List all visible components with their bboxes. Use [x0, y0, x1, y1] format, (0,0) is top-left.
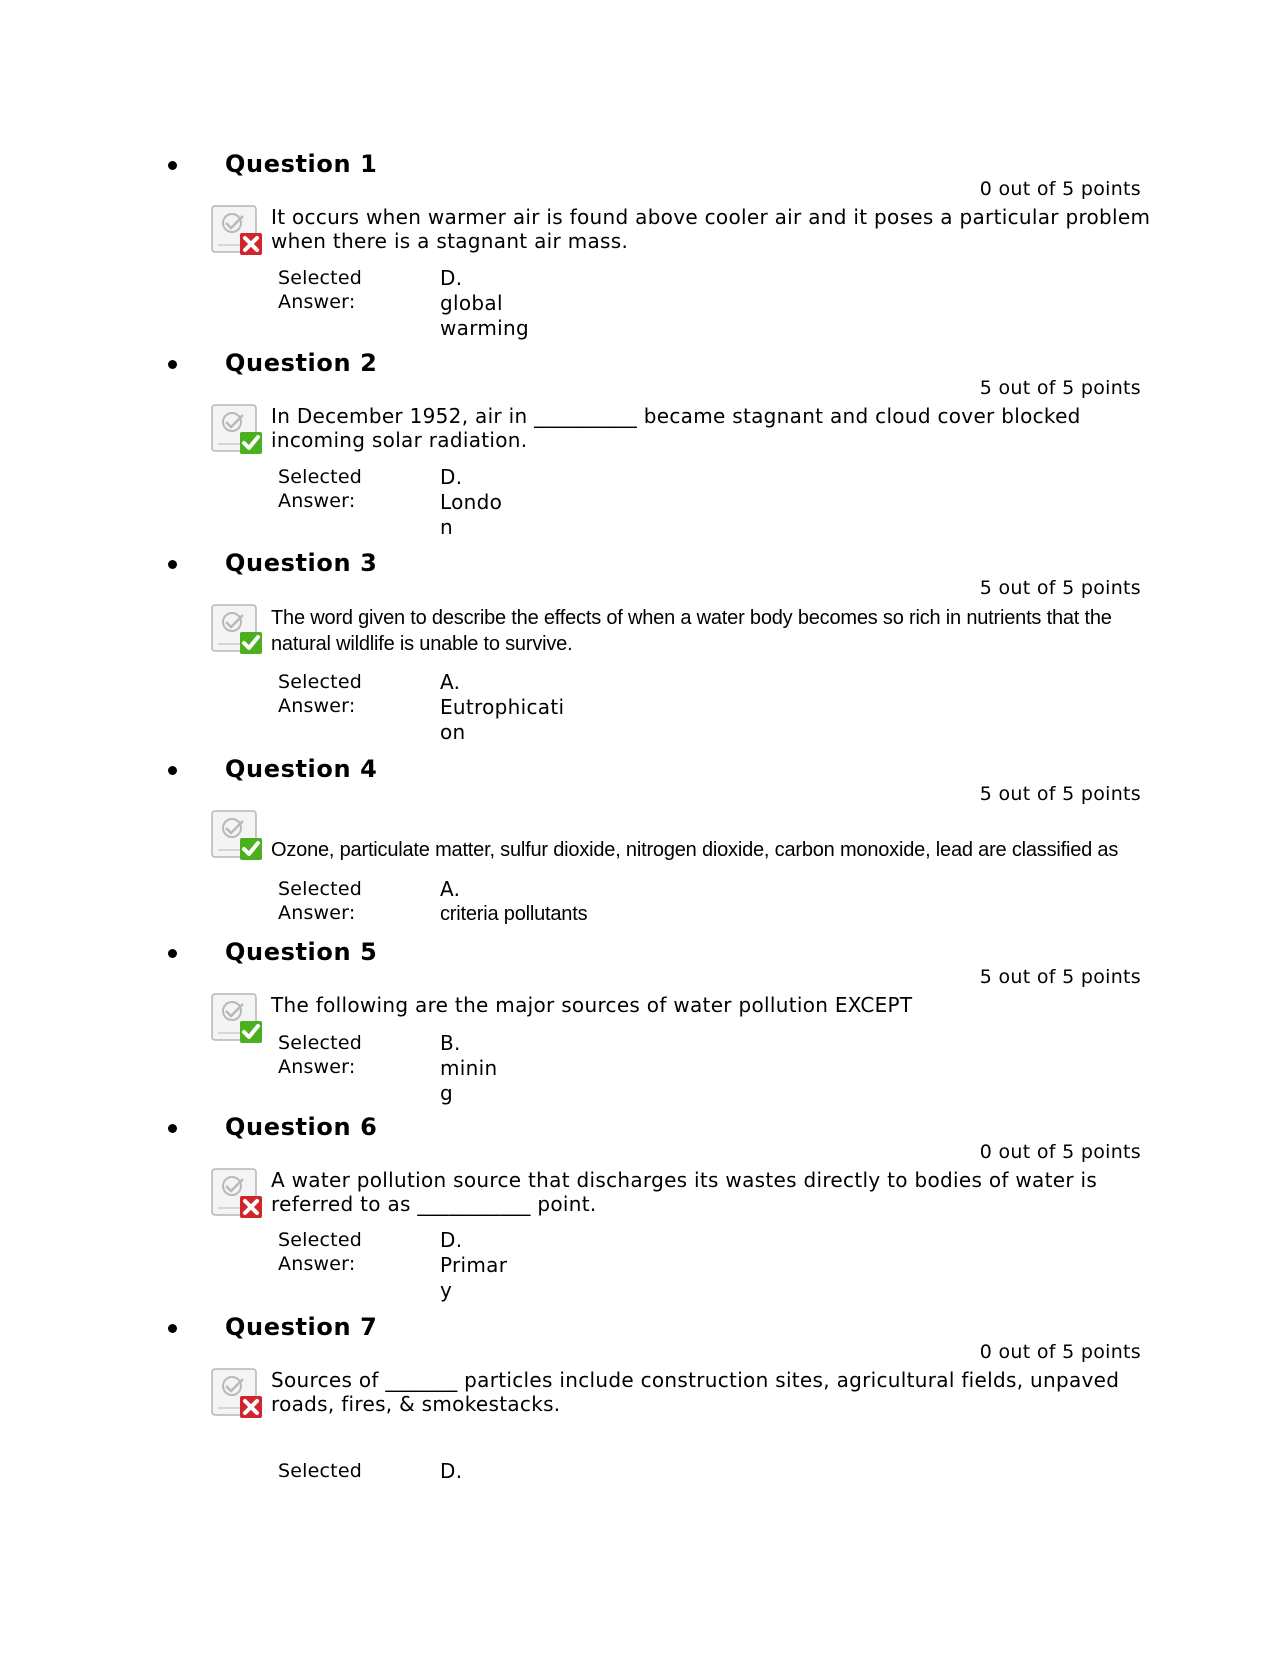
- question-points: 5 out of 5 points: [979, 577, 1141, 599]
- selected-answer-value: [440, 1459, 572, 1484]
- answer-text: London: [440, 490, 503, 539]
- selected-answer-label: Selected Answer:: [278, 267, 362, 313]
- correct-check-icon: [210, 602, 266, 658]
- selected-answer-value: [440, 1228, 510, 1303]
- answer-text: mining: [440, 1056, 498, 1105]
- incorrect-x-icon: [210, 1366, 266, 1422]
- selected-answer-value: [440, 670, 568, 745]
- question-text: In December 1952, air in __________ became stagnant and cloud cover blocked incoming solar radiation.: [271, 404, 1081, 452]
- answer-letter: D.: [440, 1459, 463, 1483]
- question-points: 0 out of 5 points: [979, 1141, 1141, 1163]
- answer-letter: A.: [440, 877, 461, 901]
- bullet: [168, 1124, 177, 1133]
- answer-letter: D.: [440, 266, 463, 290]
- question-title: Question 7: [225, 1313, 378, 1341]
- question-title: Question 4: [225, 755, 378, 783]
- selected-answer-value: [440, 1031, 502, 1106]
- question-points: 0 out of 5 points: [979, 178, 1141, 200]
- question-text: A water pollution source that discharges its wastes directly to bodies of water is referred to as ___________ point.: [271, 1168, 1098, 1216]
- answer-text: Primary: [440, 1253, 508, 1302]
- correct-check-icon: [210, 808, 266, 864]
- bullet: [168, 360, 177, 369]
- correct-check-icon: [210, 402, 266, 458]
- question-title: Question 2: [225, 349, 378, 377]
- question-title: Question 1: [225, 150, 378, 178]
- answer-letter: B.: [440, 1031, 461, 1055]
- question-points: 5 out of 5 points: [979, 783, 1141, 805]
- selected-answer-label: Selected Answer:: [278, 466, 362, 512]
- answer-letter: D.: [440, 465, 463, 489]
- selected-answer-label: Selected Answer:: [278, 1229, 362, 1275]
- question-points: 5 out of 5 points: [979, 966, 1141, 988]
- answer-text: criteria pollutants: [440, 903, 588, 925]
- selected-answer-label: Selected Answer:: [278, 1032, 362, 1078]
- bullet: [168, 766, 177, 775]
- selected-answer-label: Selected: [278, 1460, 362, 1482]
- bullet: [168, 949, 177, 958]
- answer-text: global warming: [440, 291, 529, 340]
- answer-text: Eutrophication: [440, 695, 565, 744]
- correct-check-icon: [210, 991, 266, 1047]
- selected-answer-label: Selected Answer:: [278, 878, 362, 924]
- question-text: The word given to describe the effects of when a water body becomes so rich in nutrients that the natural wildlife is unable to survive.: [271, 607, 1112, 655]
- incorrect-x-icon: [210, 203, 266, 259]
- question-text: Sources of _______ particles include construction sites, agricultural fields, unpaved roads, fires, & smokestacks.: [271, 1368, 1120, 1416]
- question-title: Question 6: [225, 1113, 378, 1141]
- question-text: It occurs when warmer air is found above cooler air and it poses a particular problem when there is a stagnant air mass.: [271, 205, 1151, 253]
- question-text: The following are the major sources of water pollution EXCEPT: [271, 993, 913, 1017]
- question-points: 0 out of 5 points: [979, 1341, 1141, 1363]
- question-title: Question 5: [225, 938, 378, 966]
- incorrect-x-icon: [210, 1166, 266, 1222]
- selected-answer-value: [440, 877, 660, 927]
- question-title: Question 3: [225, 549, 378, 577]
- question-points: 5 out of 5 points: [979, 377, 1141, 399]
- answer-letter: D.: [440, 1228, 463, 1252]
- selected-answer-value: [440, 266, 540, 341]
- bullet: [168, 560, 177, 569]
- selected-answer-label: Selected Answer:: [278, 671, 362, 717]
- answer-letter: A.: [440, 670, 461, 694]
- bullet: [168, 1324, 177, 1333]
- selected-answer-value: [440, 465, 506, 540]
- question-text: Ozone, particulate matter, sulfur dioxide, nitrogen dioxide, carbon monoxide, lead are classified as: [271, 839, 1119, 861]
- bullet: [168, 161, 177, 170]
